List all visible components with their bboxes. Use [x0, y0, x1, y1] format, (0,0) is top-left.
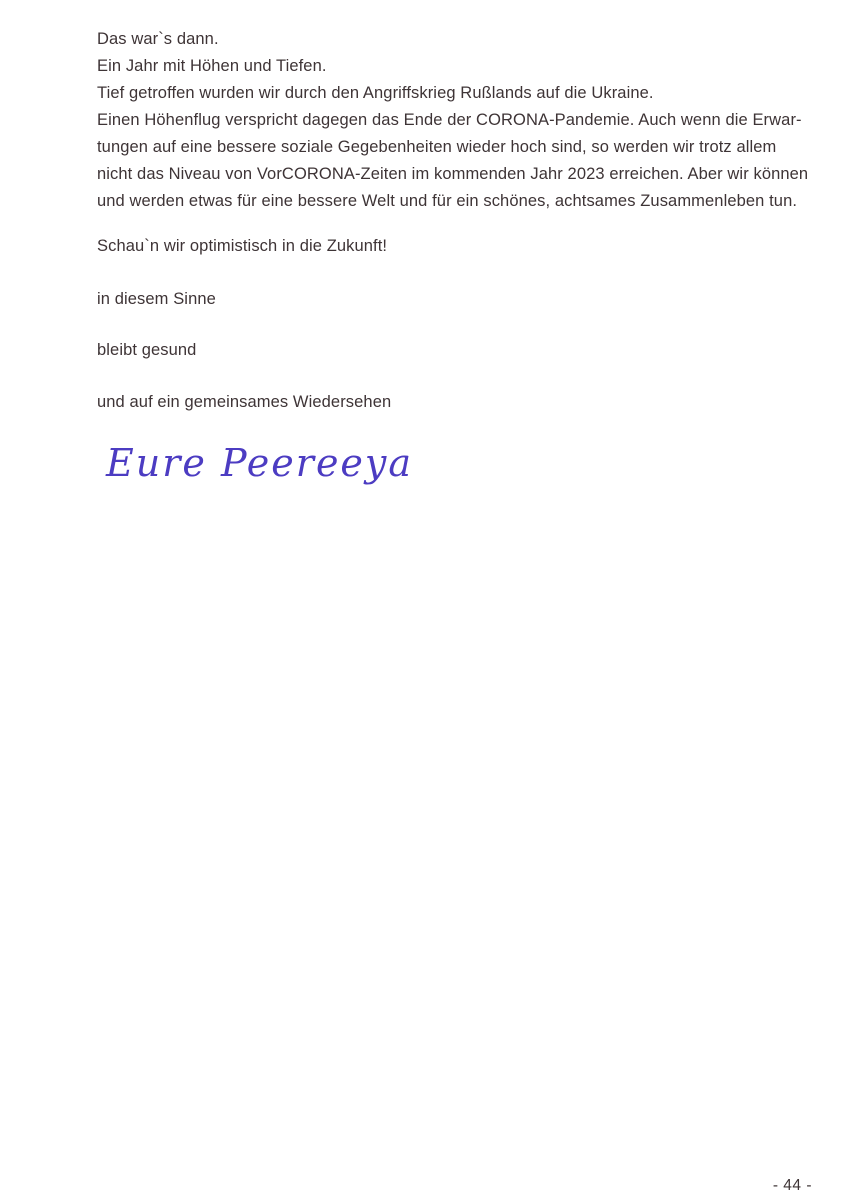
- closing-line: in diesem Sinne: [97, 290, 216, 308]
- text-line: nicht das Niveau von VorCORONA-Zeiten im kommenden Jahr 2023 erreichen. Aber wir können: [97, 165, 809, 183]
- text-line: und werden etwas für eine bessere Welt und für ein schönes, achtsames Zusammenleben tun.: [97, 192, 798, 210]
- closing-line: und auf ein gemeinsames Wiedersehen: [97, 393, 392, 411]
- text-line: Das war`s dann.: [97, 30, 219, 48]
- closing-line: bleibt gesund: [97, 341, 197, 359]
- optimism-line: Schau`n wir optimistisch in die Zukunft!: [97, 237, 388, 255]
- text-line: Ein Jahr mit Höhen und Tiefen.: [97, 57, 327, 75]
- text-line: Einen Höhenflug verspricht dagegen das Ende der CORONA-Pandemie. Auch wenn die Erwar-: [97, 111, 802, 129]
- text-line: tungen auf eine bessere soziale Gegebenheiten wieder hoch sind, so werden wir trotz allem: [97, 138, 777, 156]
- letter-body: [97, 26, 845, 215]
- signature: Eure Peereeya: [106, 441, 414, 485]
- text-line: Tief getroffen wurden wir durch den Angriffskrieg Rußlands auf die Ukraine.: [97, 84, 654, 102]
- page-number: - 44 -: [772, 1177, 812, 1194]
